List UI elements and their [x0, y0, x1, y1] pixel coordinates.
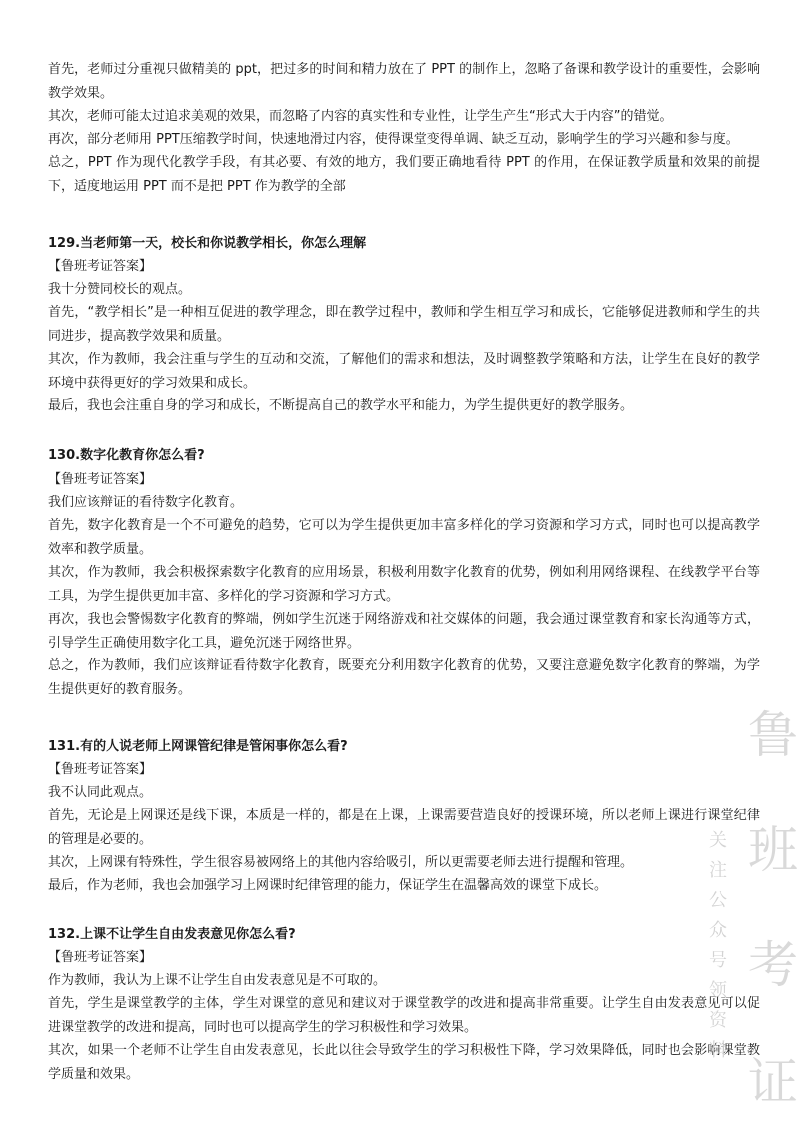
answer-tag: 【鲁班考证答案】 [48, 762, 153, 777]
q131-paragraph-1: 我不认同此观点。 [48, 785, 153, 800]
q131-paragraph-2: 首先，无论是上网课还是线下课，本质是一样的，都是在上课，上课需要营造良好的授课环境，所以老师上课进行课堂纪律的管理是必要的。 [48, 808, 760, 847]
q130-paragraph-1: 我们应该辩证的看待数字化教育。 [48, 495, 244, 510]
answer-tag: 【鲁班考证答案】 [48, 472, 153, 487]
intro-paragraph-4: 总之，PPT 作为现代化教学手段，有其必要、有效的地方，我们要正确地看待 PPT 的作用，在保证教学质量和效果的前提下，适度地运用 PPT 而不是把 PPT 作为教学的全部 [48, 155, 760, 194]
q129-paragraph-2: 首先，“教学相长”是一种相互促进的教学理念，即在教学过程中，教师和学生相互学习和成长，它能够促进教师和学生的共同进步，提高教学效果和质量。 [48, 305, 760, 344]
intro-paragraph-3: 再次，部分老师用 PPT压缩教学时间，快速地滑过内容，使得课堂变得单调、缺乏互动，影响学生的学习兴趣和参与度。 [48, 132, 739, 147]
q129-paragraph-1: 我十分赞同校长的观点。 [48, 282, 192, 297]
q130-paragraph-5: 总之，作为教师，我们应该辩证看待数字化教育，既要充分利用数字化教育的优势，又要注意避免数字化教育的弊端，为学生提供更好的教育服务。 [48, 658, 760, 697]
q131-paragraph-3: 其次，上网课有特殊性，学生很容易被网络上的其他内容给吸引，所以更需要老师去进行提醒和管理。 [48, 855, 634, 870]
watermark-char-1: 鲁 [748, 706, 798, 764]
intro-paragraph-2: 其次，老师可能太过追求美观的效果，而忽略了内容的真实性和专业性，让学生产生“形式大于内容”的错觉。 [48, 109, 673, 124]
q129-paragraph-4: 最后，我也会注重自身的学习和成长，不断提高自己的教学水平和能力，为学生提供更好的教学服务。 [48, 398, 634, 413]
watermark-char-3: 考 [748, 936, 798, 994]
watermark-char-2: 班 [748, 821, 798, 879]
watermark-char-4: 证 [748, 1053, 798, 1111]
q131-paragraph-4: 最后，作为老师，我也会加强学习上网课时纪律管理的能力，保证学生在温馨高效的课堂下成长。 [48, 878, 608, 893]
q130-paragraph-4: 再次，我也会警惕数字化教育的弊端，例如学生沉迷于网络游戏和社交媒体的问题，我会通过课堂教育和家长沟通等方式，引导学生正确使用数字化工具，避免沉迷于网络世界。 [48, 612, 760, 651]
watermark-subtitle: 关注公众号领资料 [706, 830, 727, 1070]
answer-tag: 【鲁班考证答案】 [48, 259, 153, 274]
question-130-title: 130.数字化教育你怎么看? [48, 448, 205, 463]
answer-tag: 【鲁班考证答案】 [48, 950, 153, 965]
q132-paragraph-1: 作为教师，我认为上课不让学生自由发表意见是不可取的。 [48, 973, 387, 988]
q132-paragraph-2: 首先，学生是课堂教学的主体，学生对课堂的意见和建议对于课堂教学的改进和提高非常重要。让学生自由发表意见可以促进课堂教学的改进和提高，同时也可以提高学生的学习积极性和学习效果。 [48, 996, 760, 1035]
q132-paragraph-3: 其次，如果一个老师不让学生自由发表意见，长此以往会导致学生的学习积极性下降，学习效果降低，同时也会影响课堂教学质量和效果。 [48, 1043, 760, 1082]
q130-paragraph-2: 首先，数字化教育是一个不可避免的趋势，它可以为学生提供更加丰富多样化的学习资源和学习方式，同时也可以提高教学效率和教学质量。 [48, 518, 760, 557]
question-131-title: 131.有的人说老师上网课管纪律是管闲事你怎么看? [48, 739, 348, 754]
q130-paragraph-3: 其次，作为教师，我会积极探索数字化教育的应用场景，积极利用数字化教育的优势，例如利用网络课程、在线教学平台等工具，为学生提供更加丰富、多样化的学习资源和学习方式。 [48, 565, 760, 604]
question-129-title: 129.当老师第一天，校长和你说教学相长，你怎么理解 [48, 236, 367, 251]
question-132-title: 132.上课不让学生自由发表意见你怎么看? [48, 927, 296, 942]
intro-paragraph-1: 首先，老师过分重视只做精美的 ppt，把过多的时间和精力放在了 PPT 的制作上，忽略了备课和教学设计的重要性，会影响教学效果。 [48, 62, 760, 101]
q129-paragraph-3: 其次，作为教师，我会注重与学生的互动和交流，了解他们的需求和想法，及时调整教学策略和方法，让学生在良好的教学环境中获得更好的学习效果和成长。 [48, 352, 760, 391]
